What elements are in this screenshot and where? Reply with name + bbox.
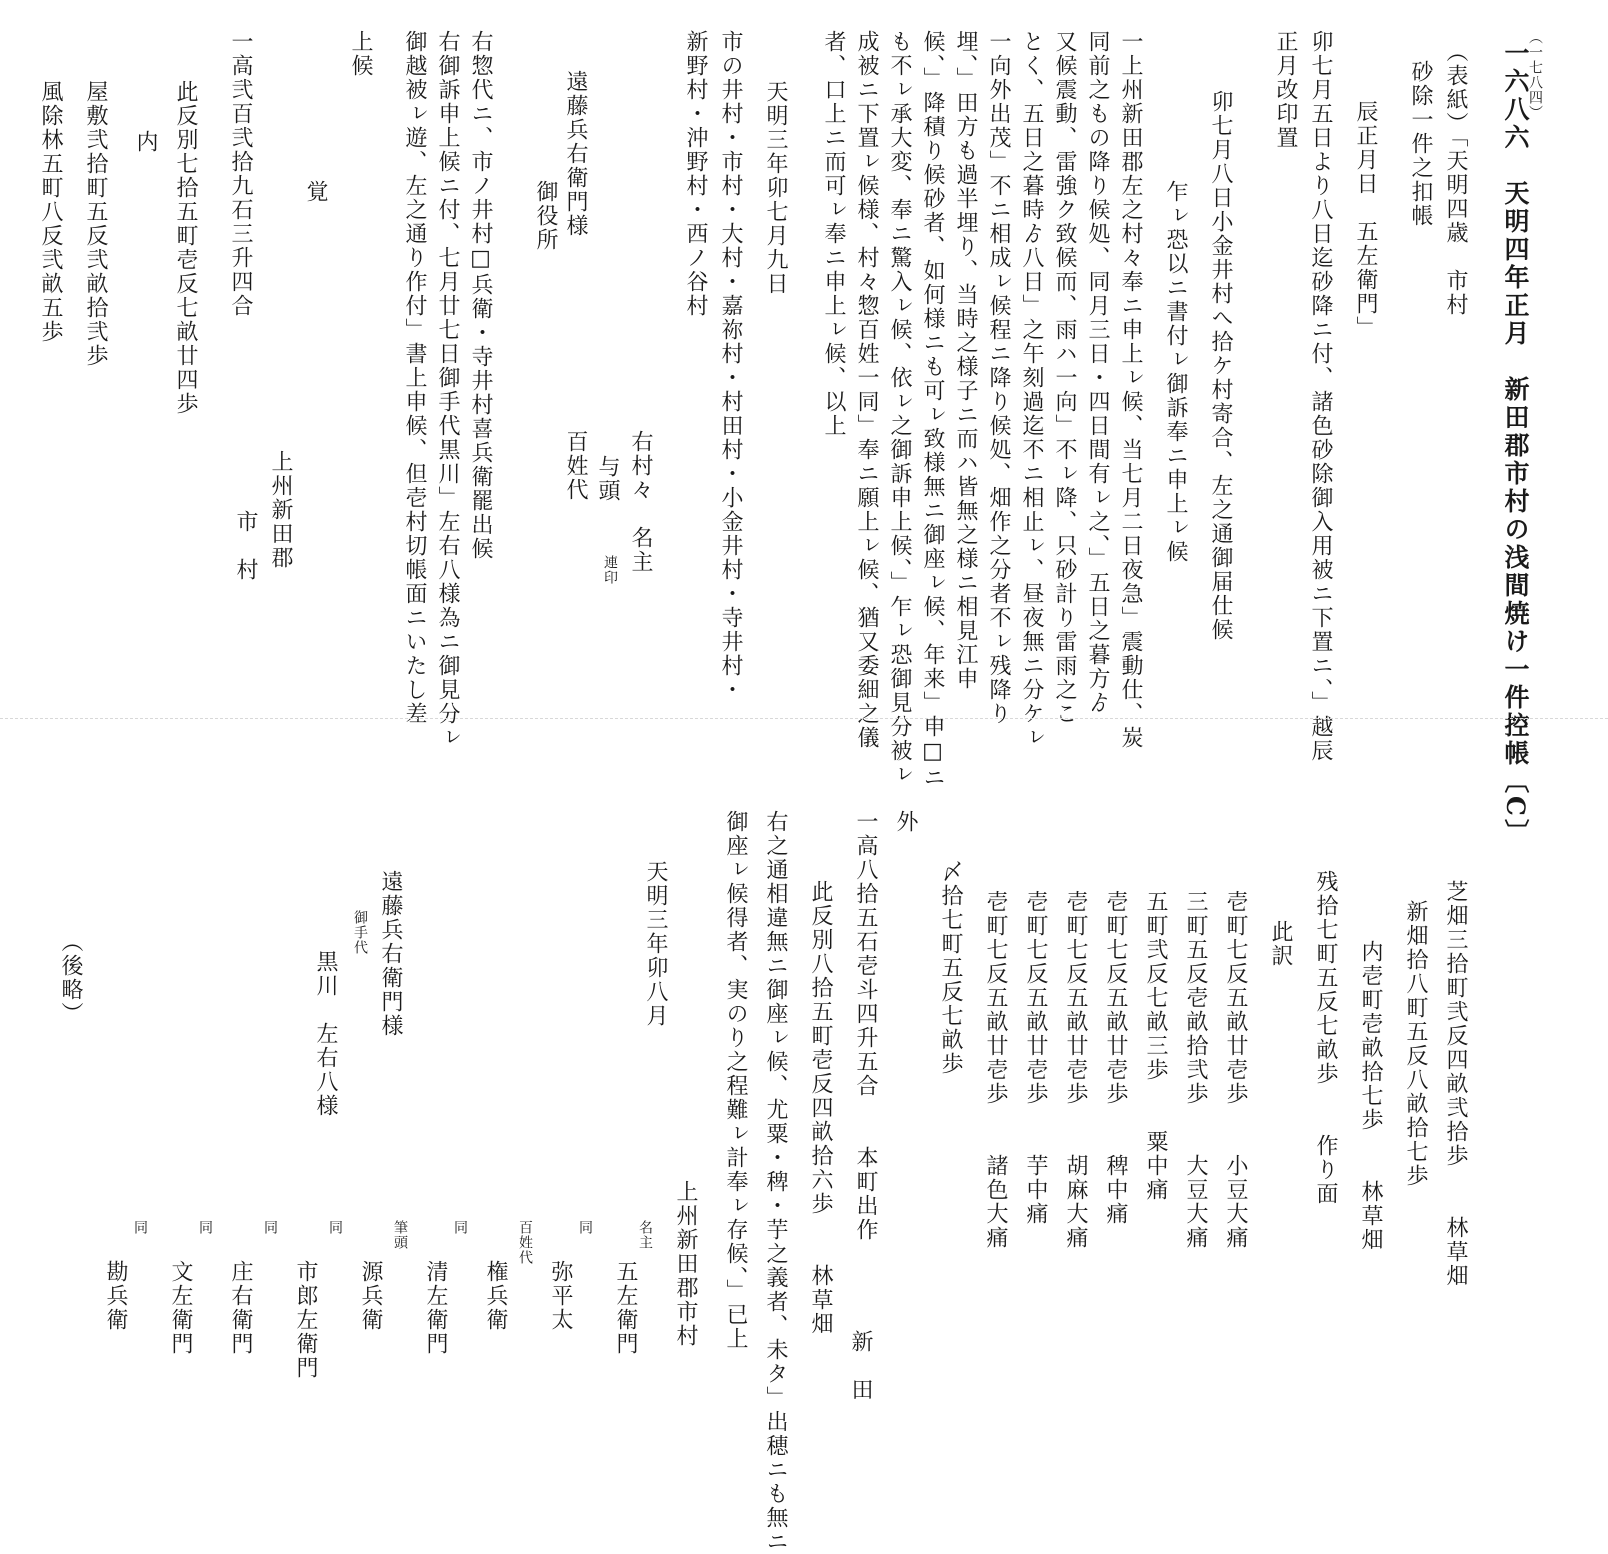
signatory-role: 同 [452,1220,468,1235]
omitted-note: （後略） [58,930,83,1026]
text-column: 市の井村・市村・大村・嘉祢村・村田村・小金井村・寺井村・ [718,30,743,702]
page-divider [0,718,1608,720]
signatory-name: 文左衛門 [168,1260,193,1356]
field-column: 三町五反壱畝拾弐歩 大豆大痛 [1183,890,1208,1250]
field-column: 此反別八拾五町壱反四畝拾六歩 林草畑 [808,880,833,1336]
signatory-name: 市郎左衛門 [293,1260,318,1380]
field-column: 一高八拾五石壱斗四升五合 本町出作 [853,810,878,1242]
signatory-role: 同 [197,1220,213,1235]
text-column: 右御訴申上候ニ付、七月廿七日御手代黒川」左右八様為ニ御見分ㇾ [435,30,460,750]
text-column: 天明三年卯八月 [643,860,668,1028]
field-column: 壱町七反五畝廿壱歩 芋中痛 [1023,890,1048,1226]
text-column: 成被ニ下置ㇾ候様、村々惣百姓一同」奉ニ願上ㇾ候、猶又委細之儀 [854,30,879,750]
signatory-name: 権兵衛 [483,1260,508,1332]
signatory-role: 筆頭 [392,1220,408,1250]
text-column: も不ㇾ承大変、奉ニ驚入ㇾ候、依ㇾ之御訴申上候、」乍ㇾ恐御見分被ㇾ [887,30,912,787]
text-column: 右之通相違無ニ御座ㇾ候、尤粟・稗・芋之義者、未タ」出穂ニも無ニ [763,810,788,1554]
signatory-role: 同 [132,1220,148,1235]
signatory-role: 同 [327,1220,343,1235]
text-column: 埋、」田方も過半埋り、当時之様子ニ而ハ皆無之様ニ相見江申 [953,30,978,691]
text-column: 御越被ㇾ遊、左之通り作付」書上申候、但壱村切帳面ニいたし差 [402,30,427,726]
text-column: 覚 [303,180,328,204]
text-column: 上候 [348,30,373,78]
text-column: 乍ㇾ恐以ニ書付ㇾ御訴奉ニ申上ㇾ候 [1163,180,1188,564]
text-column: 一上州新田郡左之村々奉ニ申上ㇾ候、当七月二日夜急」震動仕、炭 [1118,30,1143,750]
lower-section [0,740,1608,1554]
text-column: 新野村・沖野村・西ノ谷村 [683,30,708,318]
signatory-name: 五左衛門 [613,1260,638,1356]
text-column: 屋敷弐拾町五反弐畝拾弐歩 [83,80,108,368]
signatory-name: 弥平太 [548,1260,573,1332]
text-column: 与頭 [595,455,620,503]
text-column: 上州新田郡市村 [673,1180,698,1348]
year-note: （一七八四） [1527,30,1543,120]
text-column: 風除林五町八反弐畝五歩 [38,80,63,344]
field-column: 五町弐反七畝三歩 粟中痛 [1143,890,1168,1202]
signatory-role: 名主 [637,1220,653,1250]
addressee-official: 遠藤兵右衛門様 [378,870,403,1038]
text-column: 又候震動、雷強ク致候而、雨ハ一向」不ㇾ降、只砂計り雷雨之こ [1052,30,1077,726]
text-column: 御役所 [533,180,558,252]
signatory-role: 百姓代 [517,1220,533,1265]
text-column: 同前之もの降り候処、同月三日・四日間有ㇾ之、」五日之暮方ゟ [1085,30,1110,715]
text-column: 内 [133,130,158,154]
addressee-deputy: 黒川 左右八様 [313,950,338,1118]
seal-note: 連印 [602,555,618,585]
field-column: 残拾七町五反七畝歩 作り面 [1313,870,1338,1206]
field-column: 新畑拾八町五反八畝拾七歩 [1403,900,1428,1188]
signatory-name: 清左衛門 [423,1260,448,1356]
field-column: 外 [893,810,918,834]
text-column: とく、五日之暮時ゟ八日」之午刻過迄不ニ相止ㇾ、昼夜無ニ分ケㇾ [1019,30,1044,750]
text-column: 一向外出茂」不ニ相成ㇾ候程ニ降り候処、畑作之分者不ㇾ残降り [986,30,1011,726]
text-column: 此反別七拾五町壱反七畝廿四歩 [173,80,198,416]
text-column: 辰正月日 五左衛門」 [1353,100,1378,340]
text-column: 候、」降積り候砂者、如何様ニも可ㇾ致様無ニ御座ㇾ候、年来」申□ニ [920,30,945,790]
field-column: 壱町七反五畝廿壱歩 諸色大痛 [983,890,1008,1250]
text-column: 卯七月五日より八日迄砂降ニ付、諸色砂除御入用被ニ下置ニ、」越辰 [1308,30,1333,763]
text-column: 砂除一件之扣帳 [1408,60,1433,228]
signatory-role: 同 [262,1220,278,1235]
text-column: 遠藤兵右衛門様 [563,70,588,238]
text-column: 百姓代 [563,430,588,502]
field-column: 壱町七反五畝廿壱歩 小豆大痛 [1223,890,1248,1250]
text-column: （表紙）「天明四歳 市村 [1443,40,1468,317]
field-column: 〆拾七町五反七畝歩 [938,860,963,1076]
text-column: 一高弐百弐拾九石三升四合 [228,30,253,318]
text-column: 市 村 [233,510,258,582]
text-column: 天明三年卯七月九日 [763,80,788,296]
field-column: 壱町七反五畝廿壱歩 稗中痛 [1103,890,1128,1226]
field-column: 内壱町壱畝拾七歩 林草畑 [1358,940,1383,1252]
text-column: 右惣代ニ、市ノ井村□兵衛・寺井村喜兵衛罷出候 [468,30,493,561]
signatory-role: 同 [577,1220,593,1235]
field-column: 此訳 [1268,920,1293,968]
field-column: 新 田 [848,1330,873,1402]
addressee-deputy-label: 御手代 [352,910,368,955]
field-column: 芝畑三拾町弐反四畝弐拾歩 林草畑 [1443,880,1468,1288]
text-column: 上州新田郡 [268,450,293,570]
text-column: 御座ㇾ候得者、実のり之程難ㇾ計奉ㇾ存候、」已上 [723,810,748,1351]
field-column: 壱町七反五畝廿壱歩 胡麻大痛 [1063,890,1088,1250]
text-column: 者、口上ニ而可ㇾ奉ニ申上ㇾ候、以上 [821,30,846,438]
signatory-name: 勘兵衛 [103,1260,128,1332]
text-column: 正月改印置 [1273,30,1298,150]
signatory-name: 源兵衛 [358,1260,383,1332]
document-title: 一六八六 天明四年正月 新田郡市村の浅間焼け一件控帳〔C〕 [1501,40,1530,847]
text-column: 卯七月八日小金井村へ拾ケ村寄合、左之通御届仕候 [1208,90,1233,642]
text-column: 右村々 名主 [628,430,653,574]
signatory-name: 庄右衛門 [228,1260,253,1356]
